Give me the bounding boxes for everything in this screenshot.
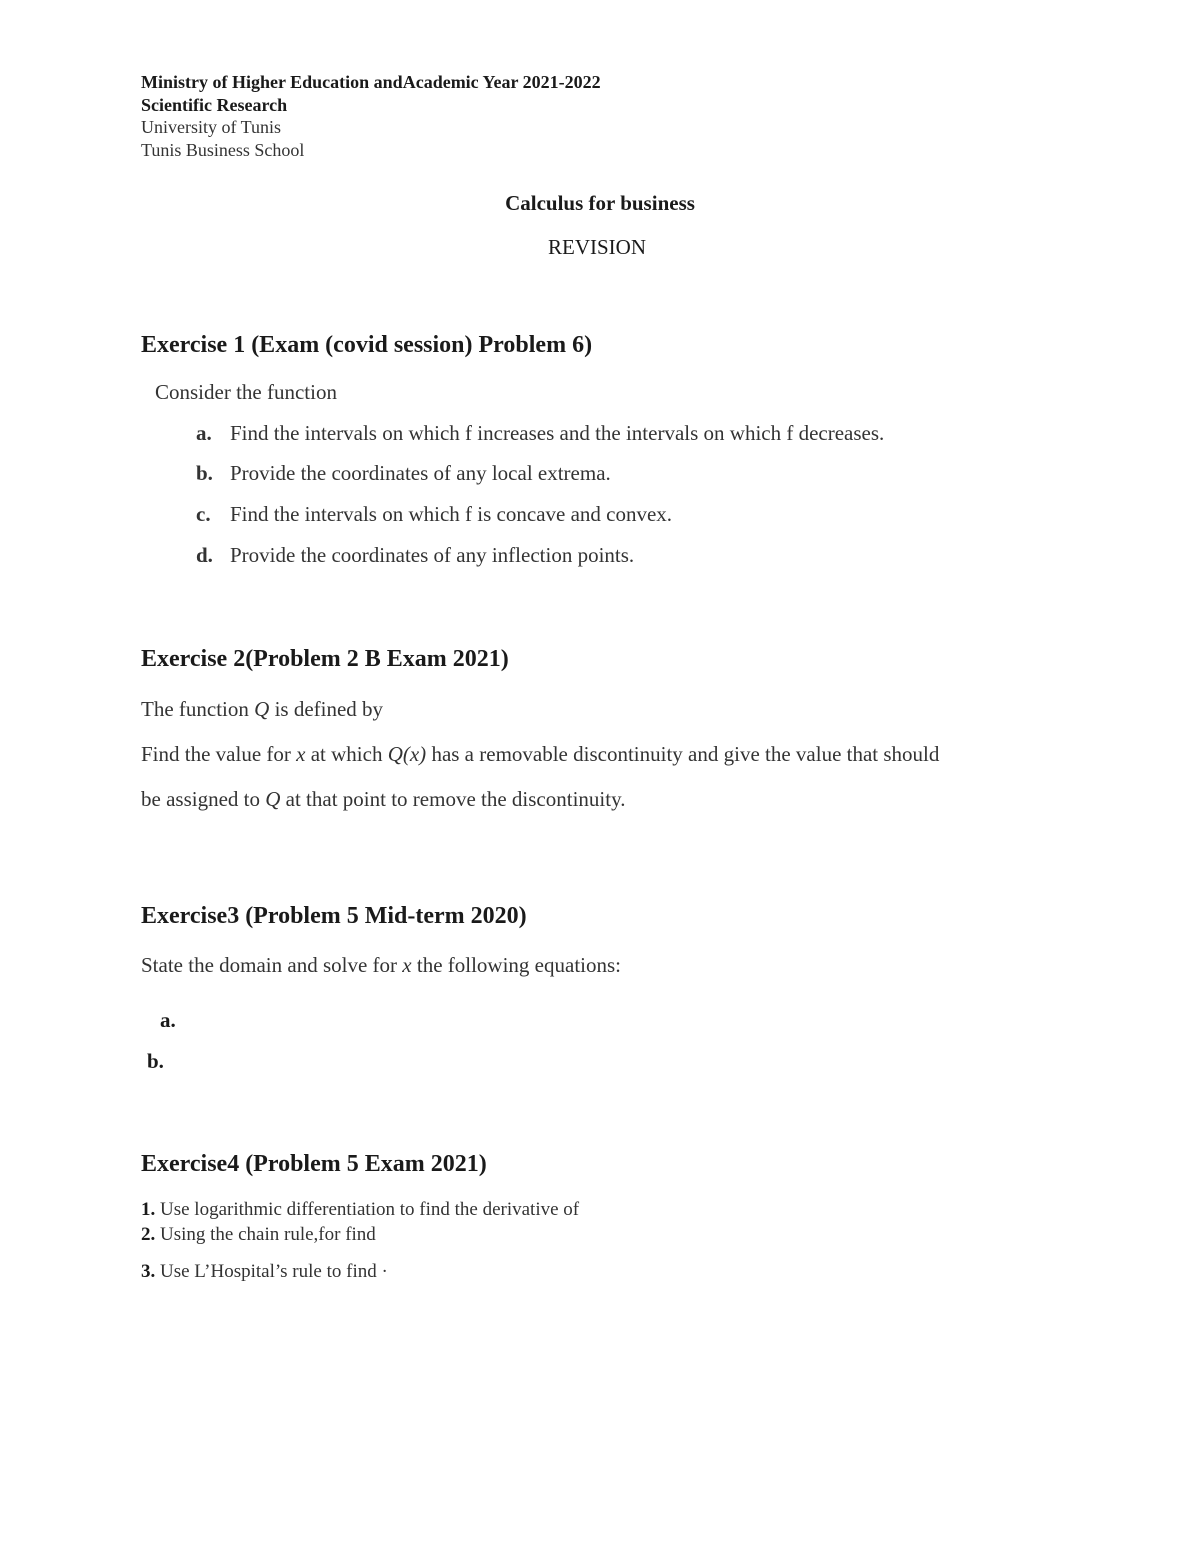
exercise2-heading: Exercise 2(Problem 2 B Exam 2021): [141, 646, 509, 672]
item-label: b.: [196, 461, 213, 485]
item-number: 2.: [141, 1224, 156, 1245]
text-segment: Find the value for: [141, 742, 297, 766]
item-number: 1.: [141, 1199, 156, 1220]
header-scientific-research: Scientific Research: [141, 95, 288, 115]
exercise1-item-c: [196, 502, 672, 527]
exercise4-item-1: [141, 1199, 579, 1221]
exercise2-line3: [141, 787, 625, 812]
item-text: Using the chain rule,for find: [160, 1224, 376, 1245]
course-title: Calculus for business: [505, 191, 695, 215]
text-segment: State the domain and solve for: [141, 953, 403, 977]
item-text: Find the intervals on which f is concave and convex.: [230, 502, 673, 526]
item-label: c.: [196, 502, 211, 526]
revision-subtitle: REVISION: [548, 235, 646, 259]
item-text: Use L’Hospital’s rule to find ·: [160, 1261, 388, 1282]
exercise1-intro: Consider the function: [155, 380, 337, 404]
exercise1-item-a: [196, 421, 884, 446]
item-number: 3.: [141, 1261, 156, 1282]
math-func-qx: Q(x): [387, 742, 427, 766]
math-var-x: x: [296, 742, 306, 766]
exercise3-item-b: b.: [147, 1049, 164, 1073]
exercise4-item-3: [141, 1261, 388, 1283]
exercise2-line1: [141, 697, 383, 722]
item-label: a.: [196, 421, 212, 445]
item-text: Use logarithmic differentiation to find the derivative of: [160, 1199, 580, 1220]
math-var-q: Q: [254, 697, 270, 721]
header-academic-year: Academic Year 2021-2022: [402, 72, 601, 92]
exercise3-heading: Exercise3 (Problem 5 Mid-term 2020): [141, 903, 527, 929]
exercise4-heading: Exercise4 (Problem 5 Exam 2021): [141, 1151, 487, 1177]
exercise4-item-2: [141, 1224, 376, 1246]
item-text: Find the intervals on which f increases and the intervals on which f decreases.: [230, 421, 885, 445]
math-var-q: Q: [265, 787, 281, 811]
header-ministry-left: Ministry of Higher Education and: [141, 72, 403, 92]
text-segment: is defined by: [269, 697, 384, 721]
text-segment: The function: [141, 697, 255, 721]
math-var-x: x: [402, 953, 412, 977]
exercise1-item-d: [196, 543, 634, 568]
text-segment: the following equations:: [411, 953, 621, 977]
header-school: Tunis Business School: [141, 140, 305, 160]
text-segment: at which: [305, 742, 388, 766]
item-label: d.: [196, 543, 213, 567]
item-text: Provide the coordinates of any inflection points.: [230, 543, 635, 567]
header-university: University of Tunis: [141, 117, 282, 137]
text-segment: be assigned to: [141, 787, 266, 811]
header-ministry: [141, 72, 601, 93]
item-text: Provide the coordinates of any local extrema.: [230, 461, 611, 485]
text-segment: at that point to remove the discontinuity.: [280, 787, 626, 811]
text-segment: has a removable discontinuity and give the value that should: [426, 742, 940, 766]
exercise1-heading: Exercise 1 (Exam (covid session) Problem 6): [141, 332, 593, 358]
exercise2-line2: [141, 742, 939, 767]
exercise3-item-a: a.: [160, 1008, 176, 1032]
exercise3-intro: [141, 953, 621, 978]
exercise1-item-b: [196, 461, 611, 486]
